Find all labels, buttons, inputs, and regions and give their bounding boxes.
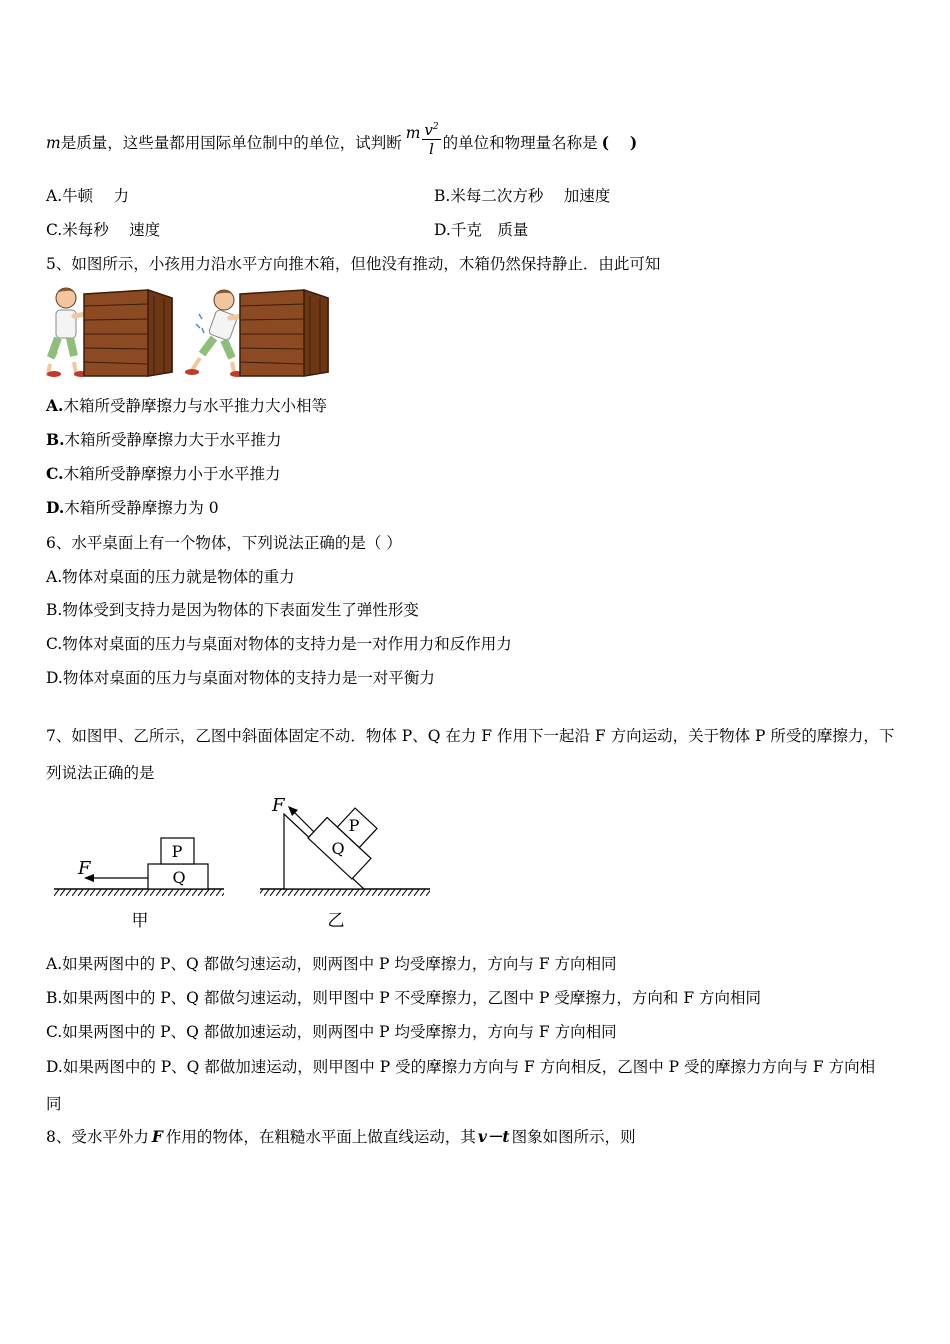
label-f-left: F — [78, 858, 91, 879]
q7-option-c-text: 如果两图中的 P、Q 都做加速运动，则两图中 P 均受摩擦力，方向与 F 方向相同 — [62, 1023, 617, 1041]
q5-option-a-label: A. — [46, 396, 64, 415]
figure-left-horizontal — [54, 838, 224, 931]
q7-option-d-continued — [46, 1094, 62, 1114]
q4-formula-exponent: 2 — [432, 122, 439, 132]
q4-option-d-label: D. — [434, 221, 451, 239]
q4-option-d — [434, 220, 528, 240]
q5-option-a-text: 木箱所受静摩擦力与水平推力大小相等 — [63, 397, 327, 415]
q8-stem-a: 8、受水平外力 — [46, 1128, 149, 1146]
q7-option-d — [46, 1057, 875, 1077]
q5-stem: 5、如图所示，小孩用力沿水平方向推木箱，但他没有推动，木箱仍然保持静止．由此可知 — [46, 255, 661, 273]
q6-option-a — [46, 567, 295, 587]
q7-option-b-label: B. — [46, 989, 63, 1007]
q7-stem-line2: 列说法正确的是 — [46, 764, 155, 782]
label-p-left: P — [171, 842, 183, 861]
caption-left: 甲 — [131, 911, 149, 931]
q7-option-a-label: A. — [46, 955, 63, 973]
q4-stem-text: 是质量，这些量都用国际单位制中的单位，试判断 — [60, 134, 402, 152]
q5-option-b-text: 木箱所受静摩擦力大于水平推力 — [64, 431, 282, 449]
q8-stem-c: 图象如图所示，则 — [511, 1128, 636, 1146]
q4-option-d-text: 千克 质量 — [450, 221, 529, 239]
wooden-box-1 — [84, 290, 172, 376]
q8-stem-force: F — [151, 1127, 163, 1146]
q7-option-b — [46, 988, 761, 1008]
q4-option-c-text: 米每秒 速度 — [62, 221, 161, 239]
q7-option-c — [46, 1022, 617, 1042]
child-figure-2 — [185, 290, 244, 377]
q7-option-d-cont-text: 同 — [46, 1095, 62, 1113]
label-p-right: P — [348, 816, 360, 835]
q4-formula-fraction — [422, 118, 440, 158]
q4-formula-v: v — [424, 121, 433, 139]
q5-option-b — [46, 430, 282, 450]
q5-option-d-label: D. — [46, 498, 65, 517]
q4-formula-numerator — [422, 118, 440, 140]
q4-option-a-label: A. — [46, 187, 63, 205]
q6-option-c-label: C. — [46, 635, 63, 653]
q4-stem-tail: 的单位和物理量名称是 — [442, 134, 598, 152]
q7-option-b-text: 如果两图中的 P、Q 都做匀速运动，则甲图中 P 不受摩擦力，乙图中 P 受摩擦力，方向和 F 方向相同 — [62, 989, 761, 1007]
q5-option-c — [46, 464, 280, 484]
q4-option-a — [46, 186, 129, 206]
q7-option-c-label: C. — [46, 1023, 63, 1041]
q8-stem-b: 作用的物体，在粗糙水平面上做直线运动，其 — [165, 1128, 476, 1146]
q6-option-c — [46, 634, 512, 654]
q4-option-c — [46, 220, 160, 240]
q4-symbol-m: m — [46, 134, 61, 152]
q6-option-a-label: A. — [46, 568, 63, 586]
q4-option-b-label: B. — [434, 187, 451, 205]
label-q-left: Q — [172, 868, 186, 887]
q5-illustration-child-pushing-box — [44, 284, 334, 378]
q6-option-b — [46, 600, 419, 620]
q5-option-c-text: 木箱所受静摩擦力小于水平推力 — [63, 465, 281, 483]
q6-option-a-text: 物体对桌面的压力就是物体的重力 — [62, 568, 295, 586]
q5-option-b-label: B. — [46, 430, 65, 449]
q6-option-d-text: 物体对桌面的压力与桌面对物体的支持力是一对平衡力 — [62, 669, 435, 687]
q5-option-d — [46, 498, 219, 518]
caption-right: 乙 — [327, 911, 345, 931]
q6-stem: 6、水平桌面上有一个物体，下列说法正确的是（ ） — [46, 534, 402, 552]
figure-right-incline — [260, 795, 430, 931]
q7-option-d-text: 如果两图中的 P、Q 都做加速运动，则甲图中 P 受的摩擦力方向与 F 方向相反，乙图中 P 受的摩擦力方向与 F 方向相 — [62, 1058, 876, 1076]
q4-formula-denominator: l — [429, 140, 434, 158]
q5-option-c-label: C. — [46, 464, 64, 483]
q7-stem-line1: 7、如图甲、乙所示，乙图中斜面体固定不动．物体 P、Q 在力 F 作用下一起沿 F 方向运动，关于物体 P 所受的摩擦力，下 — [46, 727, 895, 745]
wooden-box-2 — [240, 290, 328, 376]
q4-option-a-text: 牛顿 力 — [62, 187, 130, 205]
q7-option-d-label: D. — [46, 1058, 63, 1076]
q4-option-c-label: C. — [46, 221, 63, 239]
q6-option-d-label: D. — [46, 669, 63, 687]
q6-option-d — [46, 668, 435, 688]
q4-stem — [46, 121, 638, 164]
q4-paren: ( ) — [601, 133, 638, 152]
q4-option-b — [434, 186, 610, 206]
label-f-right: F — [272, 795, 285, 816]
q4-option-b-text: 米每二次方秒 加速度 — [450, 187, 611, 205]
q6-option-b-label: B. — [46, 601, 63, 619]
q4-formula-m: m — [405, 124, 421, 142]
q5-option-d-text: 木箱所受静摩擦力为 0 — [64, 499, 219, 517]
q7-option-a-text: 如果两图中的 P、Q 都做匀速运动，则两图中 P 均受摩擦力，方向与 F 方向相同 — [62, 955, 617, 973]
label-q-right: Q — [331, 839, 345, 858]
q6-option-b-text: 物体受到支持力是因为物体的下表面发生了弹性形变 — [62, 601, 419, 619]
child-figure-1 — [47, 288, 88, 377]
q7-option-a — [46, 954, 617, 974]
q6-option-c-text: 物体对桌面的压力与桌面对物体的支持力是一对作用力和反作用力 — [62, 635, 512, 653]
q8-stem-vt: v－t — [477, 1127, 510, 1146]
q8-stem — [46, 1127, 636, 1147]
q7-figure — [48, 792, 438, 934]
q5-option-a — [46, 396, 327, 416]
